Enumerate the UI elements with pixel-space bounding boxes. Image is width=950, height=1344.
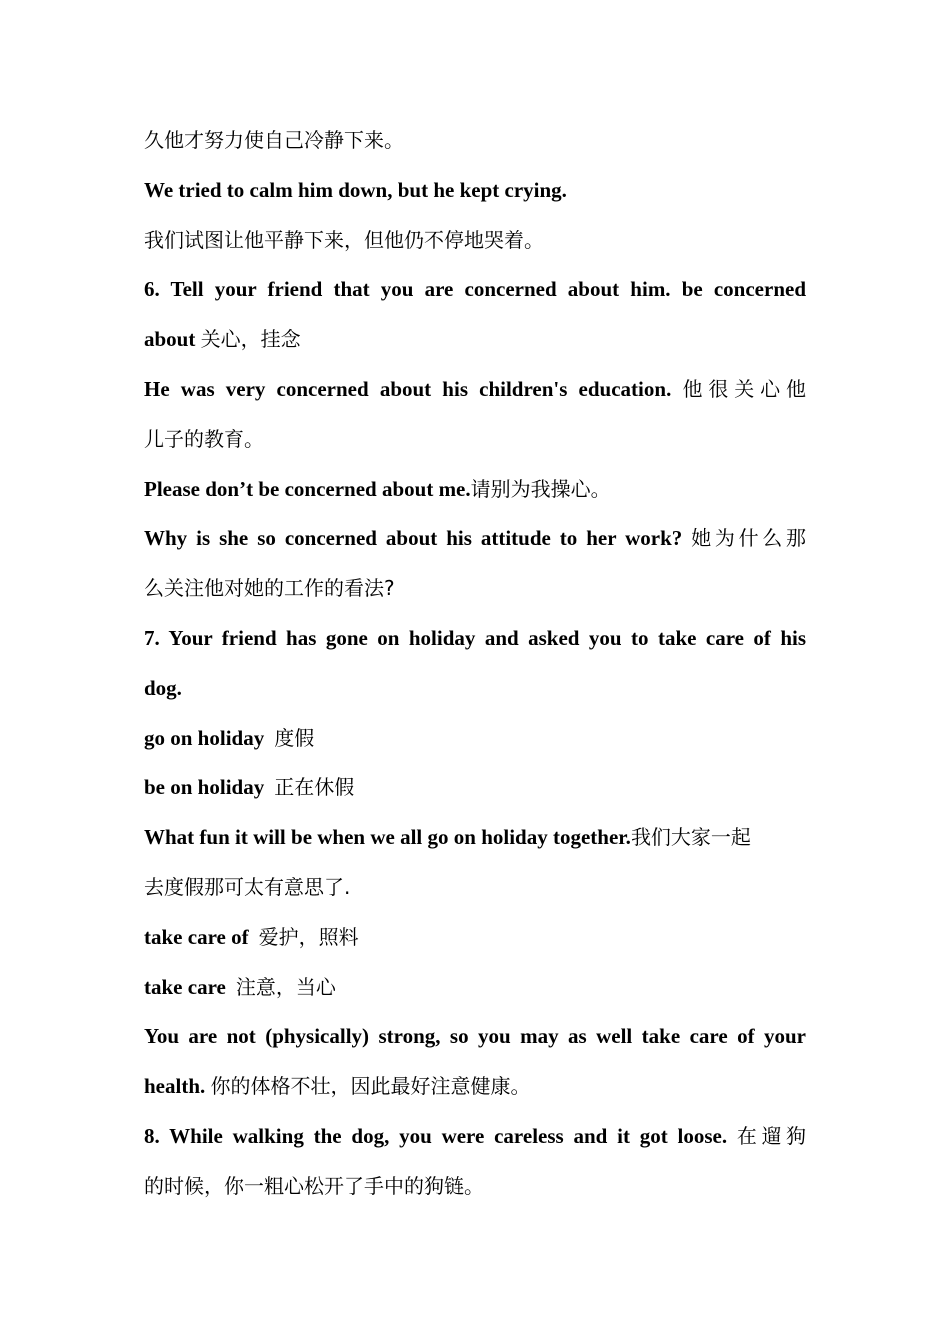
text-line [144, 415, 806, 465]
chinese-text: 爱护，照料 [258, 924, 359, 949]
english-text: What fun it will be when we all go on holiday together. [144, 825, 631, 850]
document-body [144, 116, 806, 1212]
text-line [144, 166, 806, 216]
chinese-text: 他很关心他 [682, 376, 806, 401]
english-text: He was very concerned about his children's education. [144, 376, 672, 401]
text-line [144, 664, 806, 714]
text-line [144, 116, 806, 166]
text-line [144, 1162, 806, 1212]
chinese-text: 么关注他对她的工作的看法? [144, 576, 395, 601]
english-text: dog. [144, 675, 182, 700]
chinese-text: 在遛狗 [736, 1123, 806, 1148]
chinese-text: 的时候，你一粗心松开了手中的狗链。 [144, 1173, 484, 1198]
item-heading-8 [144, 1112, 806, 1162]
text-line [144, 216, 806, 266]
english-text: Please don’t be concerned about me. [144, 476, 471, 501]
chinese-text: 你的体格不壮，因此最好注意健康。 [210, 1074, 531, 1099]
phrase-line [144, 714, 806, 764]
chinese-text: 正在休假 [274, 775, 355, 800]
example-sentence [144, 365, 806, 415]
english-text: about [144, 327, 196, 352]
text-line [144, 564, 806, 614]
item-heading-7 [144, 614, 806, 664]
chinese-text: 我们大家一起 [630, 825, 751, 850]
english-text: Why is she so concerned about his attitude to her work? [144, 526, 683, 551]
chinese-text: 关心，挂念 [200, 327, 301, 352]
english-text: We tried to calm him down, but he kept crying. [144, 177, 567, 202]
chinese-text: 请别为我操心。 [470, 476, 611, 501]
text-line [144, 1062, 806, 1112]
chinese-text: 她为什么那 [691, 526, 806, 551]
chinese-text: 我们试图让他平静下来，但他仍不停地哭着。 [144, 227, 544, 252]
english-text: be on holiday [144, 775, 265, 800]
example-sentence [144, 465, 806, 515]
text-line [144, 863, 806, 913]
chinese-text: 儿子的教育。 [144, 426, 264, 451]
english-text: 7. Your friend has gone on holiday and asked you to take care of his [144, 625, 806, 650]
phrase-line [144, 913, 806, 963]
example-sentence [144, 1012, 806, 1062]
english-text: 6. Tell your friend that you are concerned about him. be concerned [144, 277, 806, 302]
english-text: 8. While walking the dog, you were careless and it got loose. [144, 1123, 728, 1148]
english-text: health. [144, 1074, 206, 1099]
english-text: go on holiday [144, 725, 265, 750]
english-text: take care [144, 974, 226, 999]
chinese-text: 注意，当心 [235, 974, 336, 999]
english-text: take care of [144, 924, 249, 949]
phrase-line [144, 763, 806, 813]
example-sentence [144, 813, 806, 863]
english-text: You are not (physically) strong, so you may as well take care of your [144, 1024, 806, 1049]
example-sentence [144, 514, 806, 564]
chinese-text: 度假 [274, 725, 315, 750]
chinese-text: 久他才努力使自己冷静下来。 [144, 128, 404, 152]
text-line [144, 315, 806, 365]
chinese-text: 去度假那可太有意思了. [144, 874, 351, 899]
item-heading-6 [144, 265, 806, 315]
phrase-line [144, 963, 806, 1013]
